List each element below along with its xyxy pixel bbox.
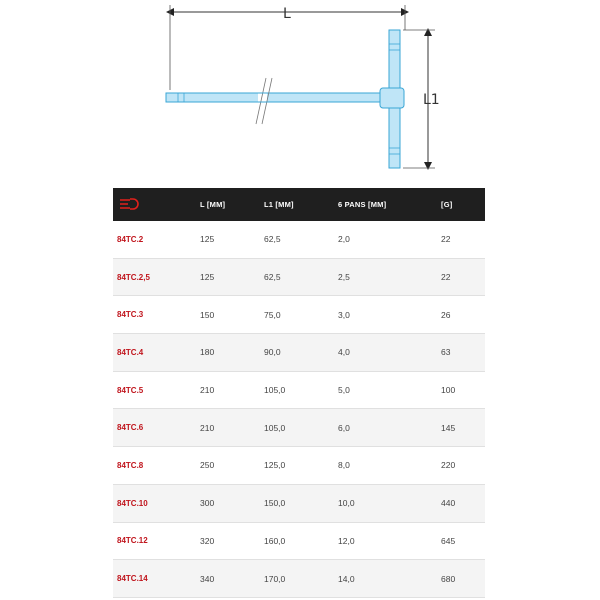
length-value: 340 <box>196 560 260 598</box>
column-header-6-pans: 6 PANS [MM] <box>334 188 437 221</box>
table-row <box>113 296 485 334</box>
product-ref: 84TC.2,5 <box>113 258 196 296</box>
hex-size-value: 14,0 <box>334 560 437 598</box>
l1-value: 150,0 <box>260 484 334 522</box>
product-ref: 84TC.4 <box>113 334 196 372</box>
l1-value: 125,0 <box>260 447 334 485</box>
length-label: L <box>283 6 291 22</box>
product-ref: 84TC.8 <box>113 447 196 485</box>
product-ref: 84TC.2 <box>113 221 196 258</box>
hex-size-value: 6,0 <box>334 409 437 447</box>
hex-size-value: 2,5 <box>334 258 437 296</box>
column-header-l1: L1 [MM] <box>260 188 334 221</box>
weight-value: 63 <box>437 334 485 372</box>
length-value: 320 <box>196 522 260 560</box>
weight-value: 26 <box>437 296 485 334</box>
height-label: L1 <box>423 92 440 108</box>
weight-value: 22 <box>437 221 485 258</box>
hex-size-value: 4,0 <box>334 334 437 372</box>
weight-value: 22 <box>437 258 485 296</box>
product-ref: 84TC.6 <box>113 409 196 447</box>
product-ref: 84TC.5 <box>113 371 196 409</box>
length-value: 300 <box>196 484 260 522</box>
l1-value: 75,0 <box>260 296 334 334</box>
l1-value: 170,0 <box>260 560 334 598</box>
l1-value: 62,5 <box>260 221 334 258</box>
hex-size-value: 2,0 <box>334 221 437 258</box>
column-header-l: L [MM] <box>196 188 260 221</box>
weight-value: 100 <box>437 371 485 409</box>
table-header-row <box>113 188 485 221</box>
hex-size-value: 12,0 <box>334 522 437 560</box>
product-ref: 84TC.10 <box>113 484 196 522</box>
l1-value: 90,0 <box>260 334 334 372</box>
brand-logo-cell <box>113 188 196 221</box>
wrench-shape <box>166 30 404 168</box>
l1-value: 105,0 <box>260 409 334 447</box>
hex-size-value: 8,0 <box>334 447 437 485</box>
length-value: 125 <box>196 258 260 296</box>
l1-value: 105,0 <box>260 371 334 409</box>
table-row <box>113 409 485 447</box>
table-row <box>113 334 485 372</box>
table-row <box>113 221 485 258</box>
t-handle-wrench-diagram <box>0 0 600 190</box>
weight-value: 145 <box>437 409 485 447</box>
hex-size-value: 10,0 <box>334 484 437 522</box>
column-header-weight: [G] <box>437 188 485 221</box>
table-row <box>113 371 485 409</box>
product-ref: 84TC.12 <box>113 522 196 560</box>
weight-value: 680 <box>437 560 485 598</box>
table-row <box>113 447 485 485</box>
weight-value: 645 <box>437 522 485 560</box>
product-ref: 84TC.3 <box>113 296 196 334</box>
l1-value: 160,0 <box>260 522 334 560</box>
table-row <box>113 484 485 522</box>
length-value: 180 <box>196 334 260 372</box>
table-row <box>113 258 485 296</box>
length-value: 210 <box>196 371 260 409</box>
table-row <box>113 522 485 560</box>
hex-size-value: 5,0 <box>334 371 437 409</box>
product-ref: 84TC.14 <box>113 560 196 598</box>
length-value: 150 <box>196 296 260 334</box>
weight-value: 220 <box>437 447 485 485</box>
facom-logo-icon <box>119 198 141 210</box>
length-value: 250 <box>196 447 260 485</box>
l1-value: 62,5 <box>260 258 334 296</box>
table-row <box>113 560 485 598</box>
weight-value: 440 <box>437 484 485 522</box>
hex-size-value: 3,0 <box>334 296 437 334</box>
spec-table <box>113 188 485 598</box>
length-value: 125 <box>196 221 260 258</box>
length-value: 210 <box>196 409 260 447</box>
